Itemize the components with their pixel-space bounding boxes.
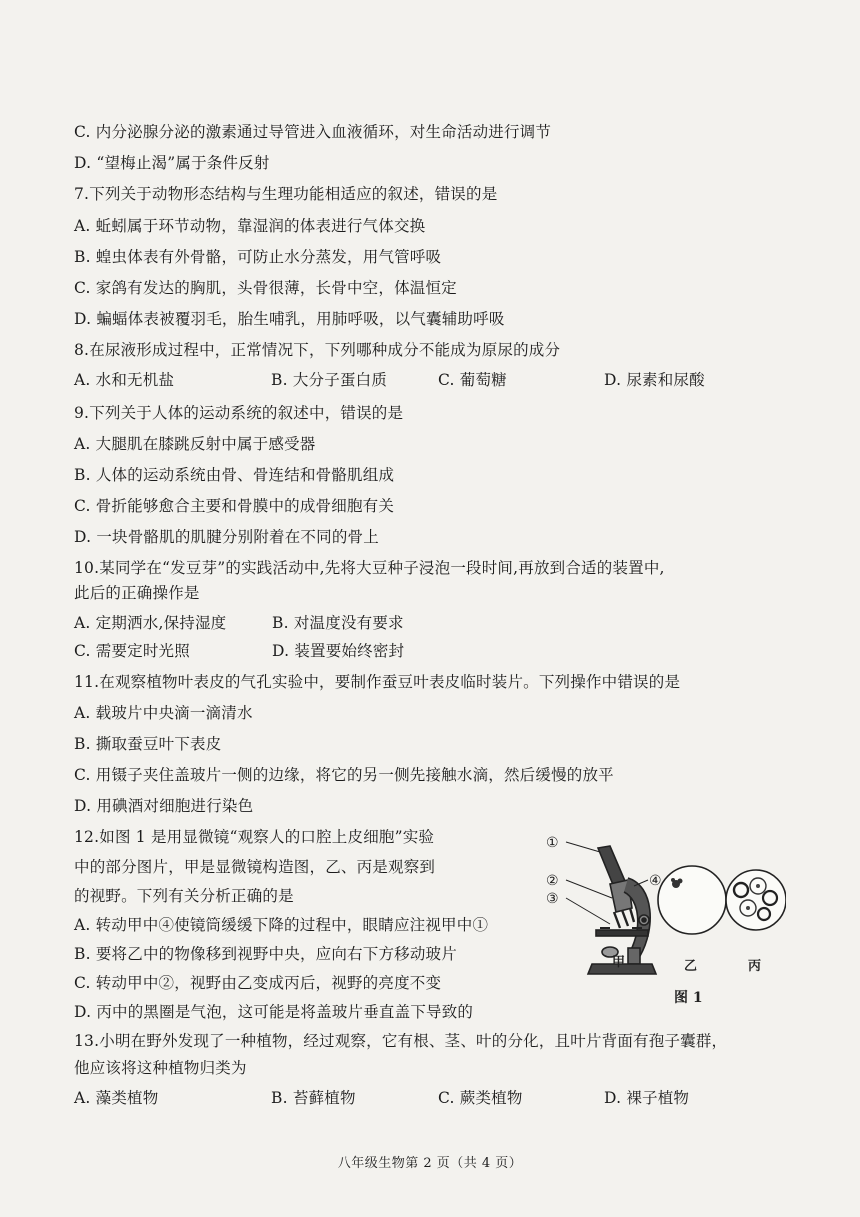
q12-option-d: D. 丙中的黑圈是气泡，这可能是将盖玻片垂直盖下导致的	[74, 1003, 474, 1021]
q9-option-b: B. 人体的运动系统由骨、骨连结和骨骼肌组成	[74, 466, 395, 484]
q7-option-a: A. 蚯蚓属于环节动物，靠湿润的体表进行气体交换	[74, 217, 426, 235]
q10-options-row2	[74, 641, 574, 661]
q9-option-c: C. 骨折能够愈合主要和骨膜中的成骨细胞有关	[74, 497, 395, 515]
q11-option-b: B. 撕取蚕豆叶下表皮	[74, 735, 222, 753]
q9-stem: 9.下列关于人体的运动系统的叙述中，错误的是	[74, 404, 404, 422]
q13-stem: 13.小明在野外发现了一种植物，经过观察，它有根、茎、叶的分化，且叶片背面有孢子囊群，	[74, 1032, 728, 1050]
q13-option-d: D. 裸子植物	[604, 1089, 690, 1107]
q10-stem: 10.某同学在“发豆芽”的实践活动中,先将大豆种子浸泡一段时间,再放到合适的装置中,	[74, 559, 665, 577]
label-yi: 乙	[684, 959, 698, 974]
q11-option-a: A. 载玻片中央滴一滴清水	[74, 704, 253, 722]
q8-option-a: A. 水和无机盐	[74, 371, 175, 389]
figure-caption: 图 1	[674, 990, 703, 1006]
q12-option-a: A. 转动甲中④使镜筒缓缓下降的过程中，眼睛应注视甲中①	[74, 916, 489, 934]
q6-option-c: C. 内分泌腺分泌的激素通过导管进入血液循环，对生命活动进行调节	[74, 123, 552, 141]
microscope-illustration	[566, 842, 656, 974]
q10-stem-cont: 此后的正确操作是	[74, 584, 200, 602]
q7-option-d: D. 蝙蝠体表被覆羽毛，胎生哺乳，用肺呼吸，以气囊辅助呼吸	[74, 310, 505, 328]
q6-option-d: D. “望梅止渴”属于条件反射	[74, 154, 270, 172]
q11-stem: 11.在观察植物叶表皮的气孔实验中，要制作蚕豆叶表皮临时装片。下列操作中错误的是	[74, 673, 681, 691]
label-bing: 丙	[748, 959, 762, 974]
field-of-view-yi	[658, 866, 726, 934]
q12-stem: 12.如图 1 是用显微镜“观察人的口腔上皮细胞”实验	[74, 828, 435, 846]
field-of-view-bing	[726, 870, 786, 930]
q13-stem-cont: 他应该将这种植物归类为	[74, 1059, 247, 1077]
q12-stem-cont2: 的视野。下列有关分析正确的是	[74, 887, 294, 905]
q13-option-c: C. 蕨类植物	[438, 1089, 523, 1107]
label-jia: 甲	[612, 955, 626, 970]
q8-option-b: B. 大分子蛋白质	[271, 371, 388, 389]
label-2: ②	[546, 873, 559, 889]
q10-option-c: C. 需要定时光照	[74, 642, 190, 660]
q9-option-a: A. 大腿肌在膝跳反射中属于感受器	[74, 435, 316, 453]
label-3: ③	[546, 891, 559, 907]
q9-option-d: D. 一块骨骼肌的肌腱分别附着在不同的骨上	[74, 528, 379, 546]
figure-1	[536, 828, 786, 1008]
q12-option-c: C. 转动甲中②，视野由乙变成丙后，视野的亮度不变	[74, 974, 442, 992]
q7-option-c: C. 家鸽有发达的胸肌，头骨很薄，长骨中空，体温恒定	[74, 279, 457, 297]
q13-option-b: B. 苔藓植物	[271, 1089, 356, 1107]
q7-stem: 7.下列关于动物形态结构与生理功能相适应的叙述，错误的是	[74, 185, 498, 203]
label-1: ①	[546, 835, 559, 851]
page-footer: 八年级生物第 2 页（共 4 页）	[337, 1156, 523, 1171]
q8-stem: 8.在尿液形成过程中，正常情况下，下列哪种成分不能成为原尿的成分	[74, 341, 561, 359]
q8-option-d: D. 尿素和尿酸	[604, 371, 705, 389]
q8-options	[74, 370, 794, 390]
q13-options	[74, 1088, 794, 1108]
label-4: ④	[649, 873, 662, 889]
q10-option-b: B. 对温度没有要求	[272, 614, 404, 632]
q11-option-d: D. 用碘酒对细胞进行染色	[74, 797, 254, 815]
q12-stem-cont1: 中的部分图片，甲是显微镜构造图，乙、丙是观察到	[74, 858, 436, 876]
q12-option-b: B. 要将乙中的物像移到视野中央，应向右下方移动玻片	[74, 945, 457, 963]
q10-option-a: A. 定期洒水,保持湿度	[74, 614, 227, 632]
q11-option-c: C. 用镊子夹住盖玻片一侧的边缘，将它的另一侧先接触水滴，然后缓慢的放平	[74, 766, 614, 784]
q13-option-a: A. 藻类植物	[74, 1089, 159, 1107]
q10-options-row1	[74, 613, 574, 633]
q10-option-d: D. 装置要始终密封	[272, 642, 405, 660]
q8-option-c: C. 葡萄糖	[438, 371, 507, 389]
q7-option-b: B. 蝗虫体表有外骨骼，可防止水分蒸发，用气管呼吸	[74, 248, 442, 266]
